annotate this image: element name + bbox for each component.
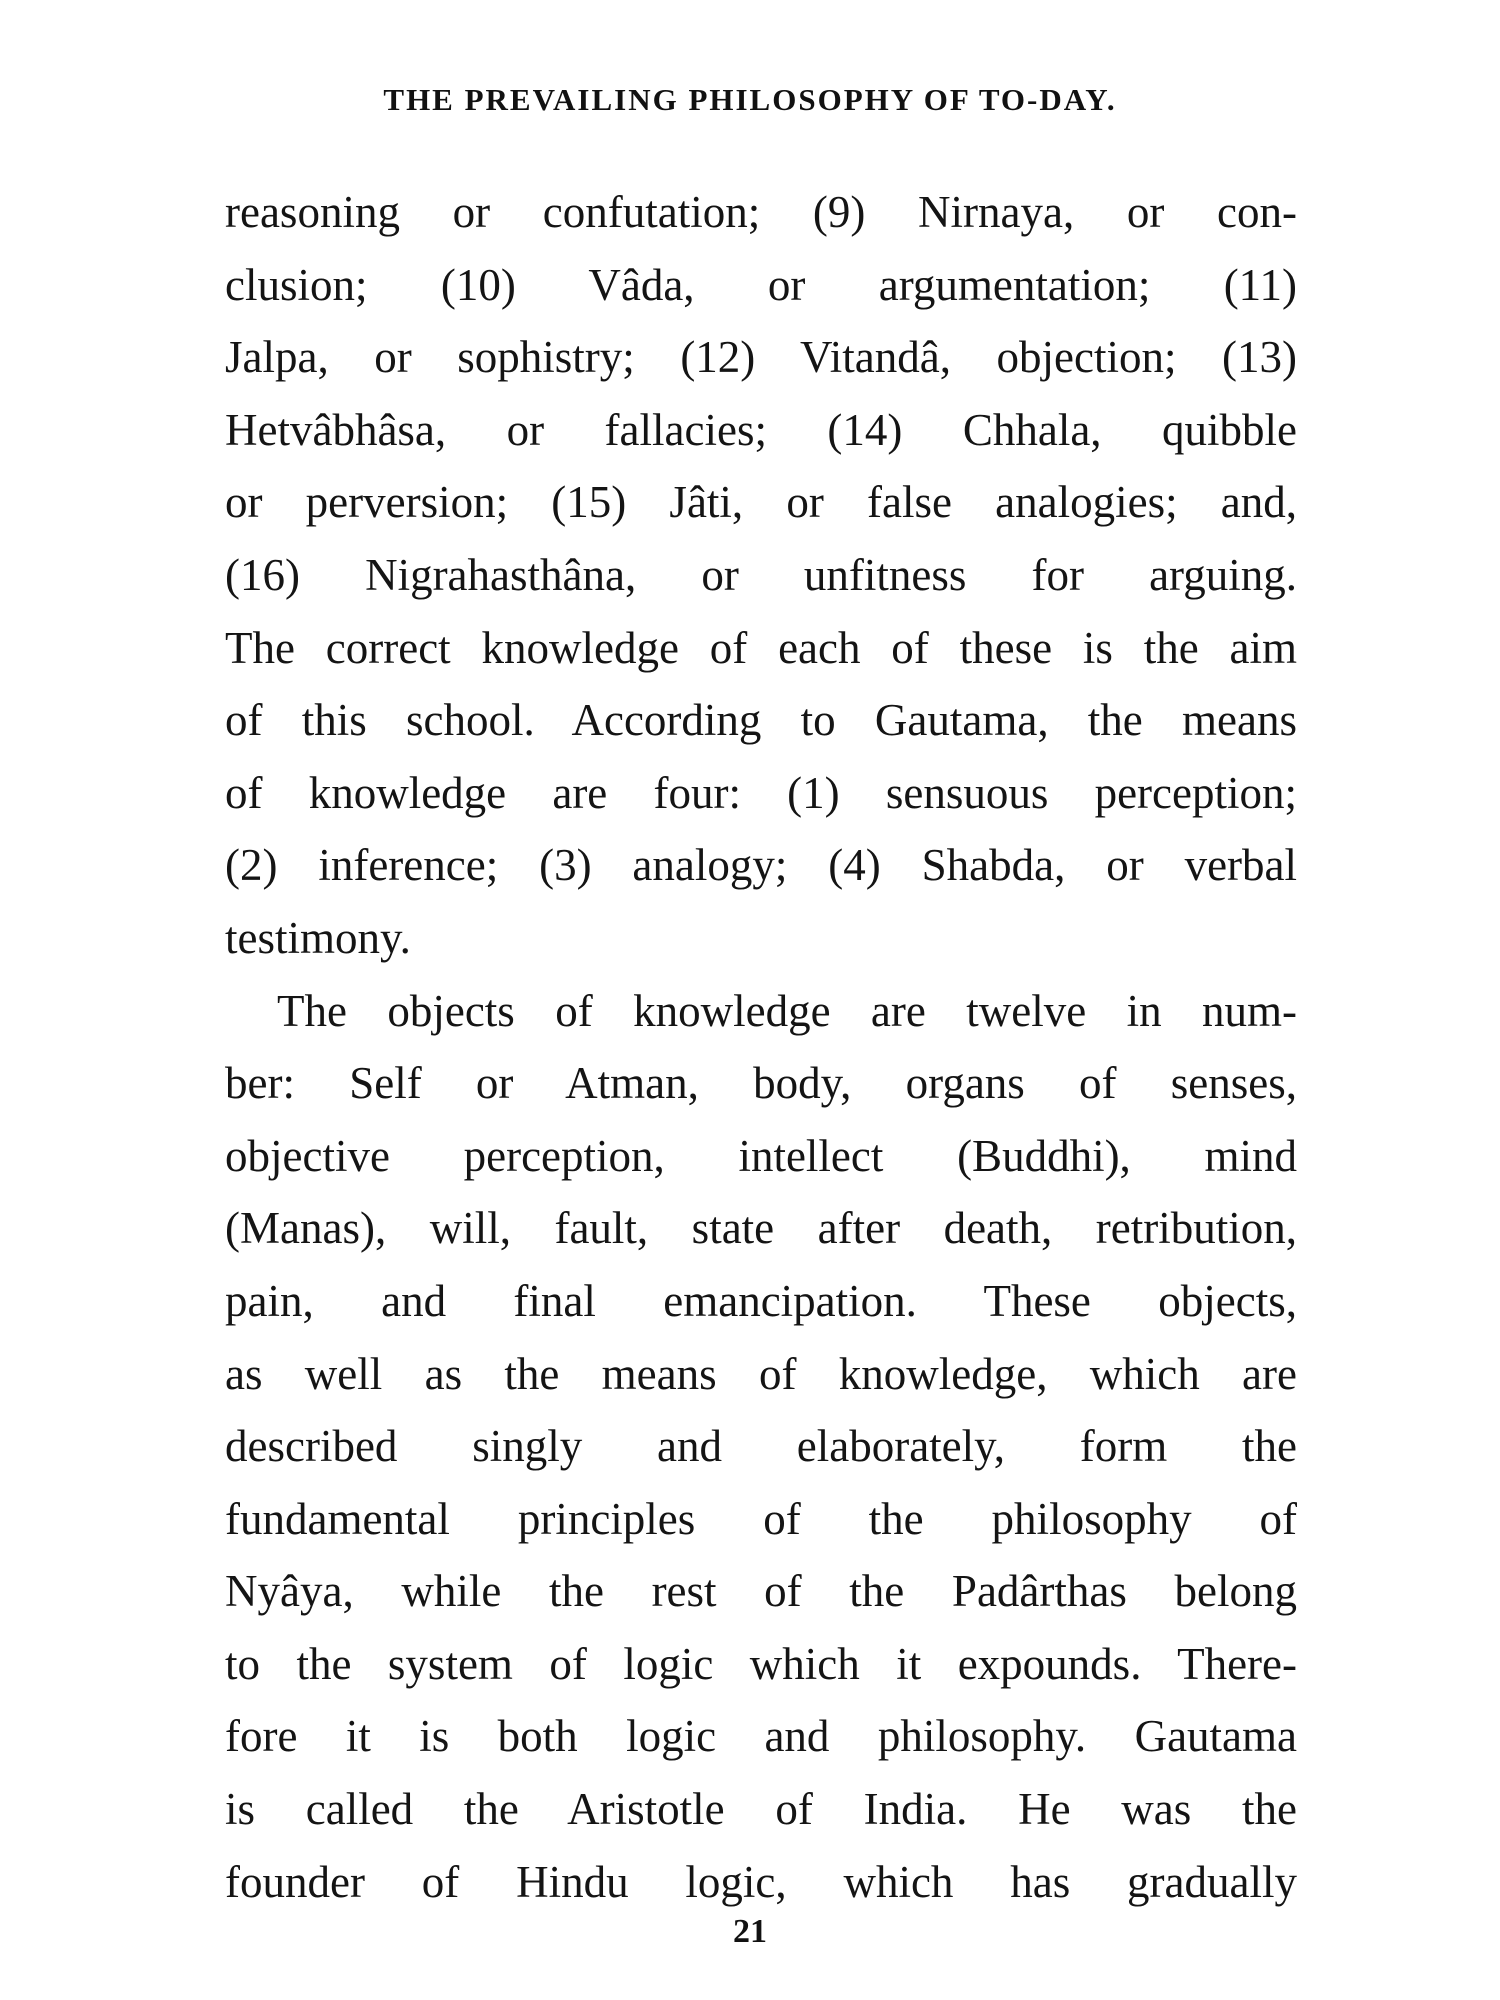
text-line: Hetvâbhâsa, or fallacies; (14) Chhala, quibble <box>225 404 1297 455</box>
text-line: objective perception, intellect (Buddhi), mind <box>225 1130 1297 1181</box>
text-line: (2) inference; (3) analogy; (4) Shabda, or verbal <box>225 840 1297 891</box>
page-number: 21 <box>733 1913 767 1950</box>
text-line: Nyâya, while the rest of the Padârthas belong <box>225 1566 1297 1617</box>
text-line: or perversion; (15) Jâti, or false analogies; and, <box>225 477 1297 528</box>
text-line: is called the Aristotle of India. He was the <box>225 1784 1297 1835</box>
body-text <box>225 176 1297 1918</box>
paragraph-2 <box>225 975 1297 1919</box>
text-line: reasoning or confutation; (9) Nirnaya, or con- <box>225 187 1297 237</box>
text-line: fundamental principles of the philosophy of <box>225 1493 1297 1544</box>
text-line: pain, and final emancipation. These objects, <box>225 1275 1297 1326</box>
text-line: clusion; (10) Vâda, or argumentation; (11) <box>225 259 1297 310</box>
text-line: of this school. According to Gautama, the means <box>225 695 1297 746</box>
text-line: founder of Hindu logic, which has gradually <box>225 1856 1297 1907</box>
text-line: testimony. <box>225 912 411 963</box>
text-line: as well as the means of knowledge, which are <box>225 1348 1297 1399</box>
text-line: Jalpa, or sophistry; (12) Vitandâ, objection; (13) <box>225 332 1297 383</box>
text-line: (Manas), will, fault, state after death, retribution, <box>225 1203 1297 1254</box>
text-line: described singly and elaborately, form the <box>225 1421 1297 1472</box>
text-line: fore it is both logic and philosophy. Gautama <box>225 1711 1297 1762</box>
text-line: (16) Nigrahasthâna, or unfitness for arguing. <box>225 549 1297 600</box>
text-line: to the system of logic which it expounds. There- <box>225 1638 1297 1689</box>
text-line: ber: Self or Atman, body, organs of senses, <box>225 1058 1297 1109</box>
text-line: of knowledge are four: (1) sensuous perception; <box>225 767 1297 818</box>
text-line: The objects of knowledge are twelve in num- <box>277 985 1297 1036</box>
paragraph-1 <box>225 176 1297 975</box>
text-line: The correct knowledge of each of these is the aim <box>225 622 1297 673</box>
running-head: THE PREVAILING PHILOSOPHY OF TO-DAY. <box>383 82 1117 117</box>
